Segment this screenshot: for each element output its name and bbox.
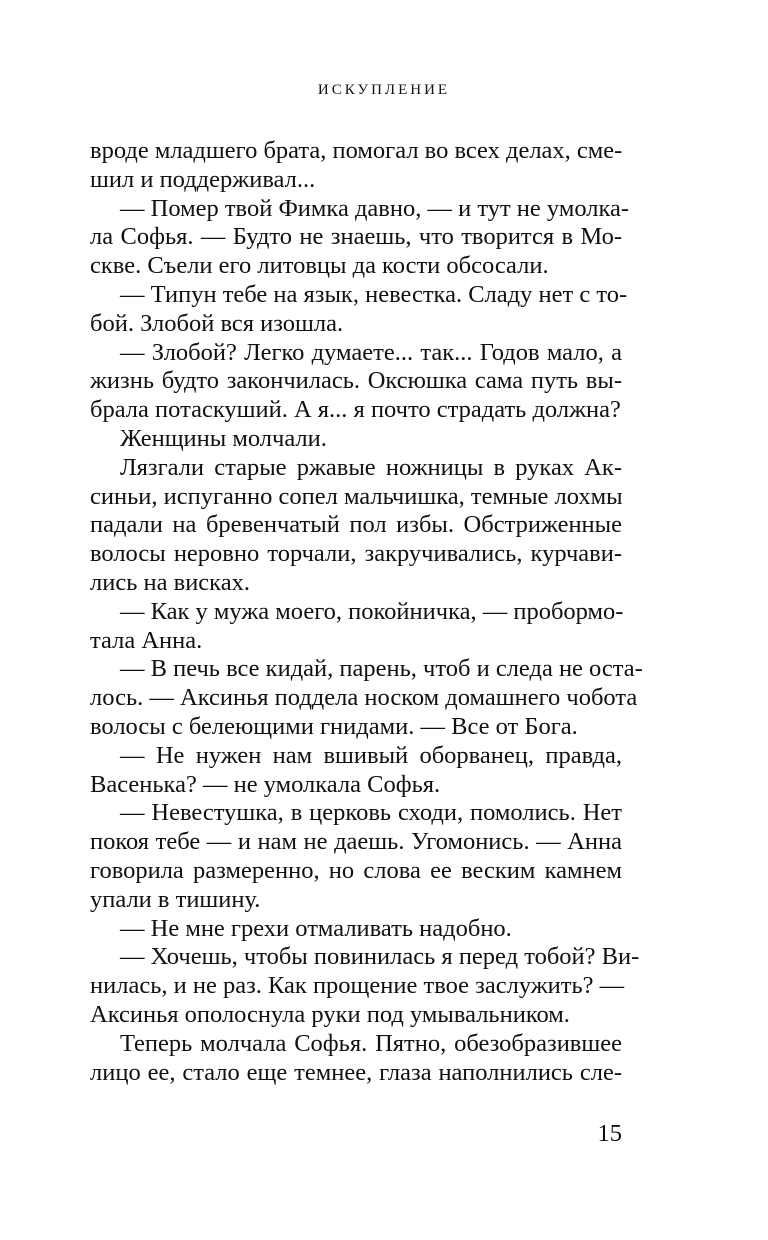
text-line: бой. Злобой вся изошла. xyxy=(90,309,344,337)
text-line: лицо ее, стало еще темнее, глаза наполнились сле- xyxy=(90,1058,622,1086)
text-line: — Типун тебе на язык, невестка. Сладу нет с то- xyxy=(120,280,628,308)
text-line: — Не нужен нам вшивый оборванец, правда, xyxy=(120,741,622,769)
text-line: — Невестушка, в церковь сходи, помолись. Нет xyxy=(120,799,622,827)
text-line: ла Софья. — Будто не знаешь, что творится в Мо- xyxy=(90,223,622,251)
text-line: нилась, и не раз. Как прощение твое заслужить? — xyxy=(90,972,625,1000)
text-line: — Как у мужа моего, покойничка, — пробормо- xyxy=(120,597,624,625)
text-line: — Помер твой Фимка давно, — и тут не умолка- xyxy=(120,194,630,222)
text-line: лось. — Аксинья поддела носком домашнего чобота xyxy=(90,684,638,712)
text-line: — Не мне грехи отмаливать надобно. xyxy=(120,914,512,942)
text-line: — В печь все кидай, парень, чтоб и следа не оста- xyxy=(120,655,643,683)
text-line: скве. Съели его литовцы да кости обсосали. xyxy=(90,252,549,280)
text-line: брала потаскуший. А я... я почто страдать должна? xyxy=(90,396,621,424)
text-line: упали в тишину. xyxy=(90,885,261,913)
text-line: Лязгали старые ржавые ножницы в руках Ак- xyxy=(120,453,622,481)
text-line: волосы неровно торчали, закручивались, курчави- xyxy=(90,540,622,568)
text-line: Женщины молчали. xyxy=(120,424,327,452)
text-line: лись на висках. xyxy=(90,568,250,596)
text-line: говорила размеренно, но слова ее веским камнем xyxy=(90,856,622,884)
text-line: шил и поддерживал... xyxy=(90,165,316,193)
text-line: — Хочешь, чтобы повинилась я перед тобой? Ви- xyxy=(120,943,640,971)
body-text xyxy=(90,137,643,1087)
text-line: жизнь будто закончилась. Оксюшка сама путь вы- xyxy=(90,367,622,395)
text-line: — Злобой? Легко думаете... так... Годов мало, а xyxy=(120,338,622,366)
text-line: тала Анна. xyxy=(90,626,203,654)
page-number: 15 xyxy=(597,1120,622,1147)
text-line: Теперь молчала Софья. Пятно, обезобразившее xyxy=(120,1029,622,1057)
text-line: Васенька? — не умолкала Софья. xyxy=(90,770,441,798)
text-line: падали на бревенчатый пол избы. Обстриженные xyxy=(90,511,622,539)
running-head: ИСКУПЛЕНИЕ xyxy=(317,82,451,98)
text-line: вроде младшего брата, помогал во всех делах, сме- xyxy=(90,137,623,164)
text-line: покоя тебе — и нам не даешь. Угомонись. — Анна xyxy=(90,828,622,856)
text-line: волосы с белеющими гнидами. — Все от Бога. xyxy=(90,712,578,740)
text-line: Аксинья ополоснула руки под умывальником. xyxy=(90,1000,570,1028)
text-line: синьи, испуганно сопел мальчишка, темные лохмы xyxy=(90,482,623,510)
